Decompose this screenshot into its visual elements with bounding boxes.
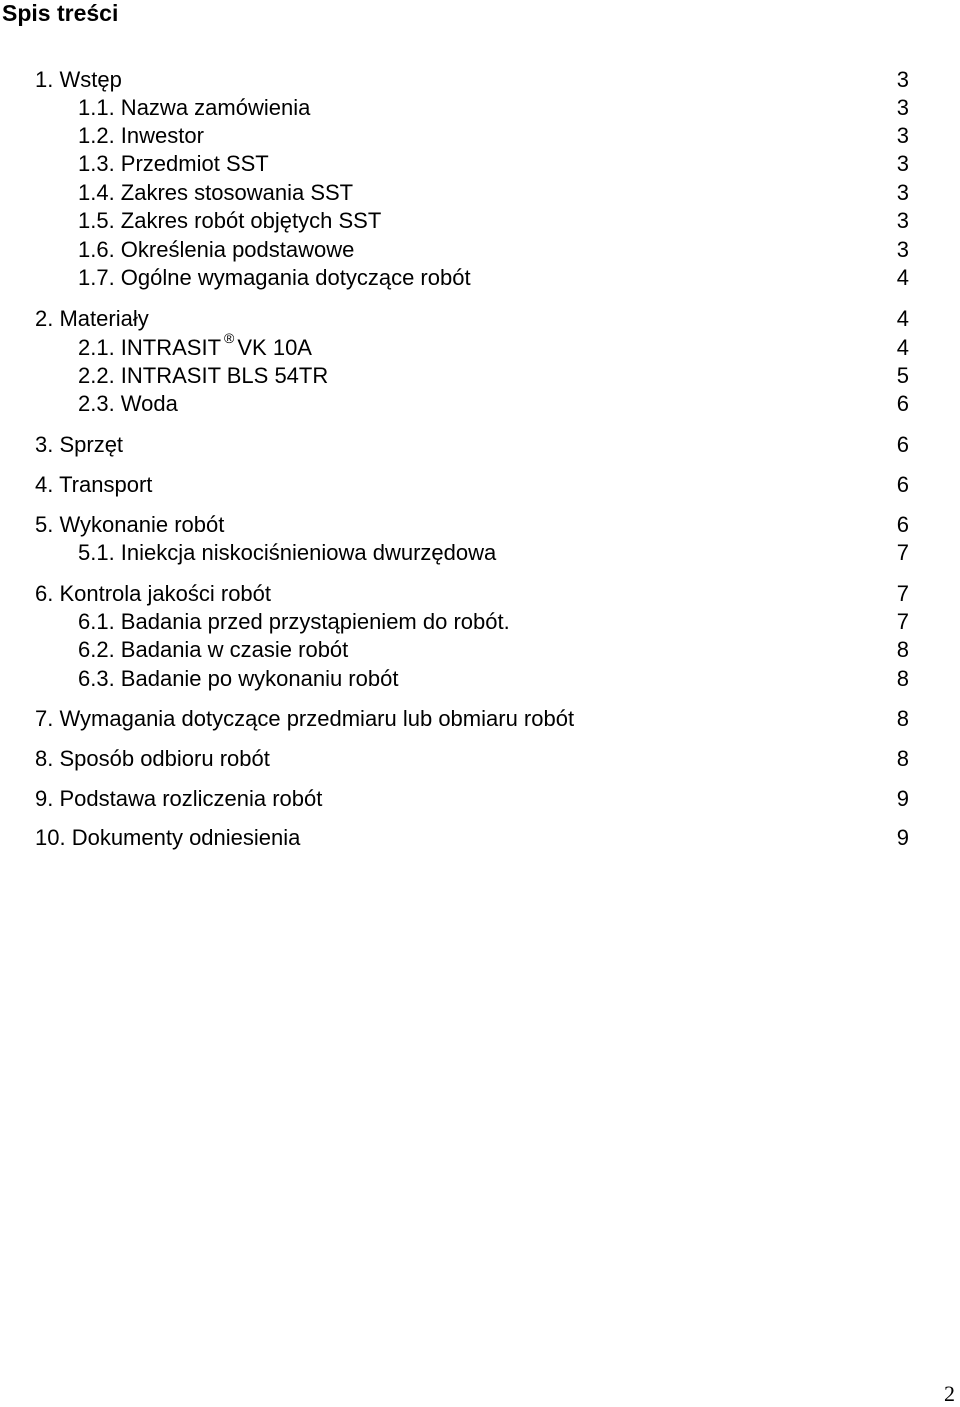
page-number: 2	[944, 1381, 955, 1406]
toc-entry-label: 1.2. Inwestor	[78, 123, 204, 148]
toc-entry-label: 1.3. Przedmiot SST	[78, 151, 269, 176]
toc-entry-label: 1.5. Zakres robót objętych SST	[78, 208, 382, 233]
toc-entry[interactable]	[0, 179, 960, 207]
toc-entry-page: 6	[896, 432, 909, 457]
toc-entry-label: 6.2. Badania w czasie robót	[78, 637, 349, 662]
toc-entry-page: 6	[896, 391, 909, 416]
toc-entry-label-main: 2.1. INTRASIT	[78, 335, 222, 360]
toc-entry-page: 8	[896, 637, 909, 662]
toc-entry-page: 9	[896, 825, 909, 850]
toc-entry-page: 3	[896, 67, 909, 92]
toc-entry[interactable]	[0, 665, 960, 693]
toc-entry-page: 6	[896, 472, 909, 497]
toc-entry[interactable]	[0, 150, 960, 178]
toc-entry-page: 3	[896, 95, 909, 120]
toc-entry[interactable]	[0, 431, 960, 459]
toc-entry-page: 4	[896, 265, 909, 290]
toc-entry[interactable]	[0, 66, 960, 94]
toc-entry-label: 6.1. Badania przed przystąpieniem do robót.	[78, 609, 510, 634]
toc-entry-page: 3	[896, 151, 909, 176]
toc-entry[interactable]	[0, 705, 960, 733]
toc-entry-label	[78, 330, 312, 364]
toc-entry-label: 1.7. Ogólne wymagania dotyczące robót	[78, 265, 471, 290]
toc-entry-page: 3	[896, 123, 909, 148]
toc-entry[interactable]	[0, 264, 960, 292]
toc-entry-label: 2.2. INTRASIT BLS 54TR	[78, 363, 329, 388]
toc-entry-page: 3	[896, 237, 909, 262]
toc-heading: Spis treści	[2, 0, 119, 26]
toc-entry[interactable]	[0, 511, 960, 539]
toc-entry-page: 8	[896, 746, 909, 771]
toc-entry-page: 9	[896, 786, 909, 811]
toc-entry-label: 1.4. Zakres stosowania SST	[78, 180, 354, 205]
toc-entry-page: 3	[896, 180, 909, 205]
toc-entry[interactable]	[0, 330, 960, 362]
toc-entry-label: 6.3. Badanie po wykonaniu robót	[78, 666, 399, 691]
toc-entry-page: 3	[896, 208, 909, 233]
toc-entry[interactable]	[0, 236, 960, 264]
toc-entry-page: 4	[896, 306, 909, 331]
toc-entry-label: 2. Materiały	[35, 306, 149, 331]
toc-entry-label: 5. Wykonanie robót	[35, 512, 225, 537]
toc-entry[interactable]	[0, 745, 960, 773]
toc-entry[interactable]	[0, 608, 960, 636]
toc-entry-label: 3. Sprzęt	[35, 432, 124, 457]
toc-entry-label: 2.3. Woda	[78, 391, 178, 416]
toc-entry[interactable]	[0, 471, 960, 499]
toc-entry-page: 4	[896, 335, 909, 360]
toc-entry[interactable]	[0, 539, 960, 567]
toc-entry[interactable]	[0, 580, 960, 608]
toc-entry-label: 8. Sposób odbioru robót	[35, 746, 270, 771]
toc-entry-label: 9. Podstawa rozliczenia robót	[35, 786, 323, 811]
toc-entry-label: 1. Wstęp	[35, 67, 122, 92]
toc-entry-page: 7	[896, 581, 909, 606]
toc-entry[interactable]	[0, 824, 960, 852]
toc-entry-label: 1.6. Określenia podstawowe	[78, 237, 355, 262]
toc-entry-label-suffix: VK 10A	[237, 335, 312, 360]
toc-entry-page: 8	[896, 706, 909, 731]
registered-mark: ®	[224, 330, 235, 346]
toc-entry[interactable]	[0, 785, 960, 813]
toc-entry-label: 7. Wymagania dotyczące przedmiaru lub obmiaru robót	[35, 706, 575, 731]
toc-entry[interactable]	[0, 362, 960, 390]
toc-entry-page: 7	[896, 609, 909, 634]
toc-entry-page: 8	[896, 666, 909, 691]
toc-entry-page: 7	[896, 540, 909, 565]
toc-entry-page: 5	[896, 363, 909, 388]
toc-entry[interactable]	[0, 122, 960, 150]
toc-entry[interactable]	[0, 207, 960, 235]
toc-entry[interactable]	[0, 390, 960, 418]
toc-entry[interactable]	[0, 305, 960, 333]
toc-entry-page: 6	[896, 512, 909, 537]
toc-entry[interactable]	[0, 636, 960, 664]
toc-entry-label: 10. Dokumenty odniesienia	[35, 825, 301, 850]
toc-entry[interactable]	[0, 94, 960, 122]
toc-entry-label: 5.1. Iniekcja niskociśnieniowa dwurzędowa	[78, 540, 497, 565]
toc-entry-label: 6. Kontrola jakości robót	[35, 581, 272, 606]
toc-entry-label: 4. Transport	[35, 472, 153, 497]
toc-entry-label: 1.1. Nazwa zamówienia	[78, 95, 311, 120]
